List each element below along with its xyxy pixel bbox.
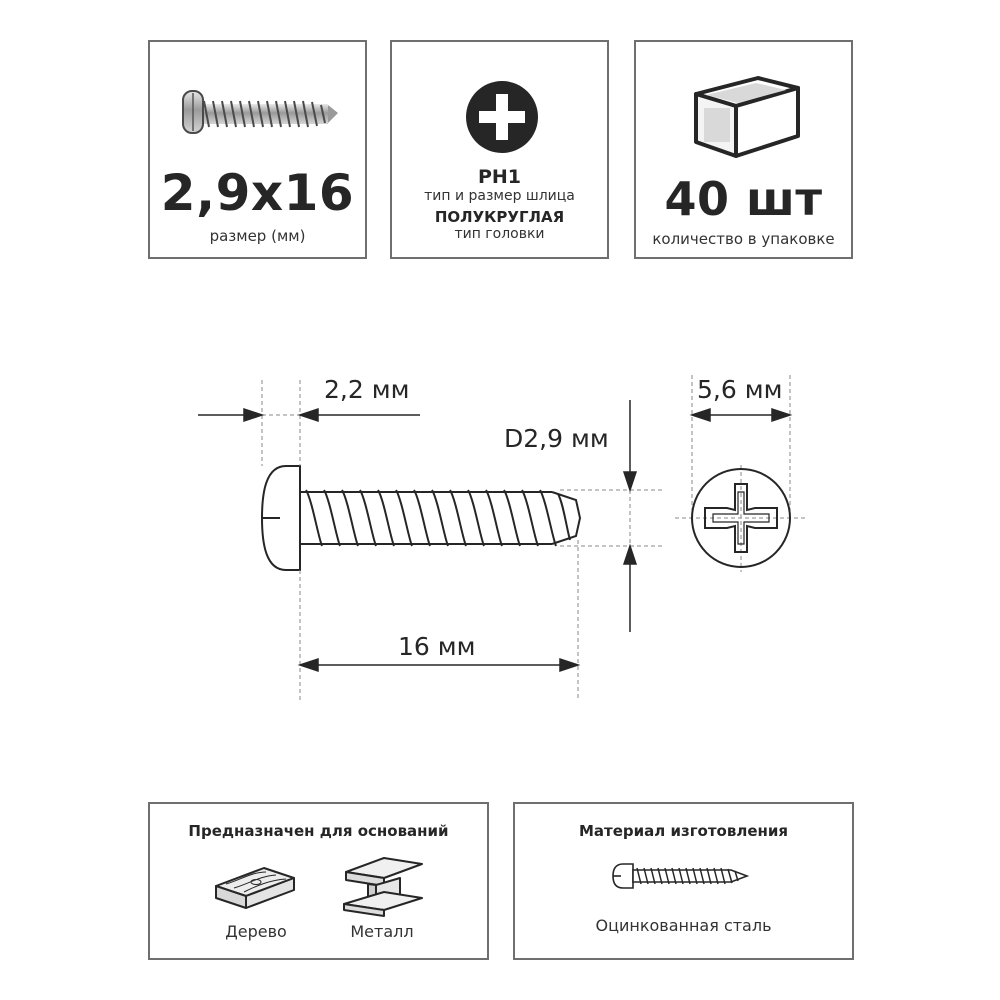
usage-panel <box>148 802 489 960</box>
head-value: ПОЛУКРУГЛАЯ <box>434 208 565 226</box>
metal-profile-icon <box>338 854 428 918</box>
head-caption: тип головки <box>454 226 545 242</box>
usage-item-metal: Металл <box>350 922 414 941</box>
length-label: 16 мм <box>398 632 476 661</box>
size-caption: размер (мм) <box>209 227 306 245</box>
usage-item-wood: Дерево <box>225 922 287 941</box>
quantity-value: 40 шт <box>664 172 823 226</box>
usage-title: Предназначен для оснований <box>188 822 449 840</box>
slot-caption: тип и размер шлица <box>424 188 575 204</box>
head-height-label: 2,2 мм <box>324 375 410 404</box>
material-title: Материал изготовления <box>578 822 789 840</box>
screw-icon <box>611 858 751 894</box>
wood-plank-icon <box>212 864 298 916</box>
diameter-label: D2,9 мм <box>504 424 609 453</box>
head-diameter-label: 5,6 мм <box>697 375 783 404</box>
quantity-caption: количество в упаковке <box>652 230 835 248</box>
size-value: 2,9x16 <box>160 164 355 222</box>
slot-value: PH1 <box>477 166 522 188</box>
material-panel <box>513 802 854 960</box>
material-label: Оцинкованная сталь <box>595 916 772 935</box>
